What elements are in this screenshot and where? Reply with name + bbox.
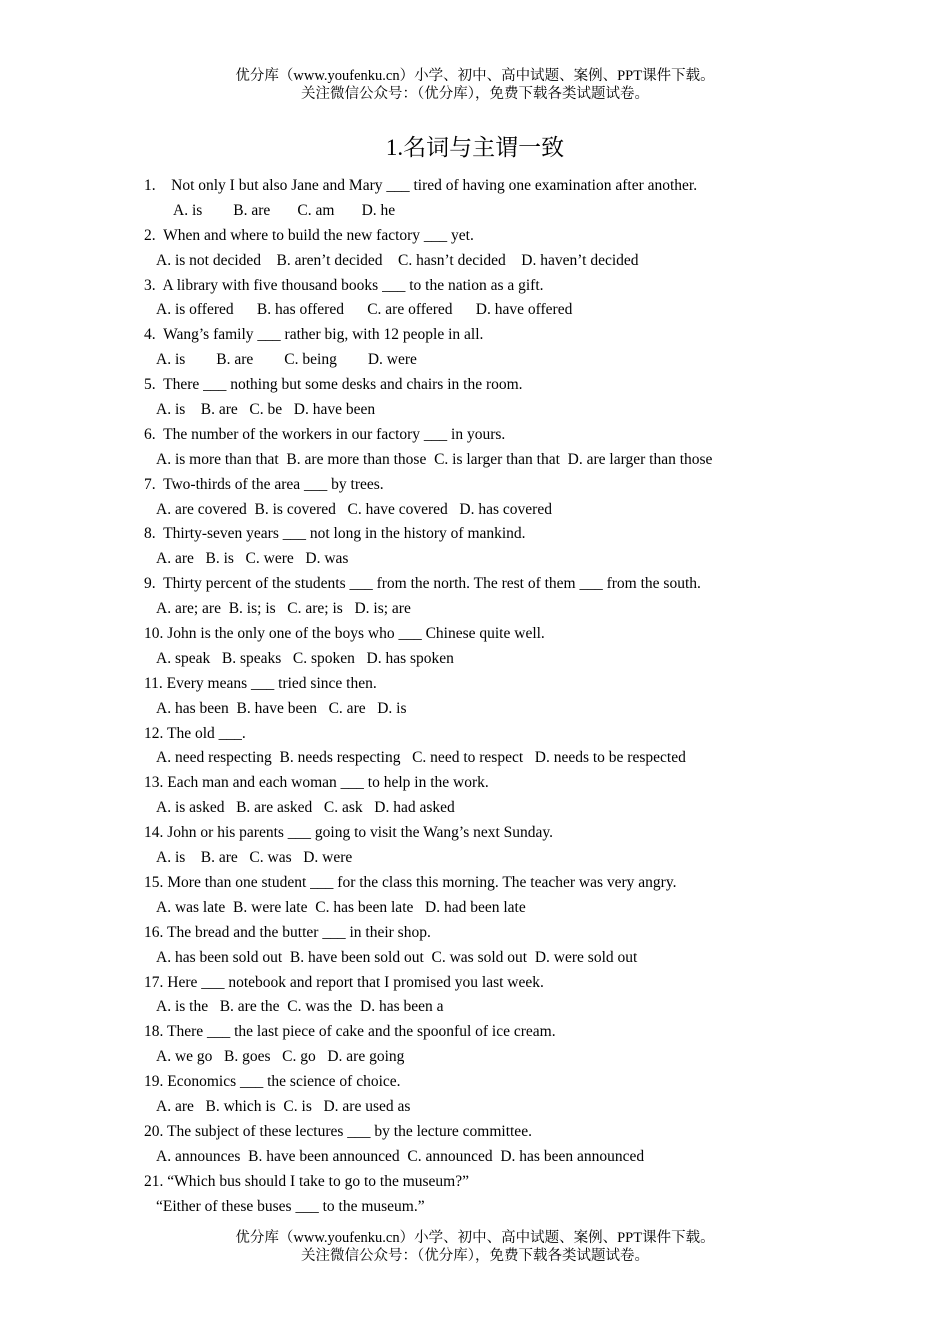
question-3: 3. A library with five thousand books ___ to the nation as a gift. <box>144 276 544 294</box>
question-6-options: A. is more than that B. are more than those C. is larger than that D. are larger than those <box>156 450 713 468</box>
question-14: 14. John or his parents ___ going to visit the Wang’s next Sunday. <box>144 824 554 842</box>
question-1-options: A. is B. are C. am D. he <box>173 201 396 219</box>
question-5-options: A. is B. are C. be D. have been <box>156 401 376 419</box>
question-16: 16. The bread and the butter ___ in their shop. <box>144 923 431 941</box>
question-21: 21. “Which bus should I take to go to the museum?” <box>144 1172 470 1190</box>
question-17: 17. Here ___ notebook and report that I promised you last week. <box>144 973 544 991</box>
question-7: 7. Two-thirds of the area ___ by trees. <box>144 475 384 493</box>
question-19: 19. Economics ___ the science of choice. <box>144 1073 401 1091</box>
question-20-options: A. announces B. have been announced C. announced D. has been announced <box>156 1147 645 1165</box>
question-10-options: A. speak B. speaks C. spoken D. has spoken <box>156 649 454 667</box>
question-13-options: A. is asked B. are asked C. ask D. had asked <box>156 799 455 817</box>
question-2-options: A. is not decided B. aren’t decided C. hasn’t decided D. haven’t decided <box>156 251 639 269</box>
question-3-options: A. is offered B. has offered C. are offered D. have offered <box>156 301 573 319</box>
question-11: 11. Every means ___ tried since then. <box>144 674 377 692</box>
question-21-reply: “Either of these buses ___ to the museum.” <box>156 1197 425 1215</box>
question-16-options: A. has been sold out B. have been sold out C. was sold out D. were sold out <box>156 948 638 966</box>
page-header <box>0 67 950 103</box>
question-9-options: A. are; are B. is; is C. are; is D. is; are <box>156 600 411 618</box>
question-list <box>144 174 804 1219</box>
question-13: 13. Each man and each woman ___ to help in the work. <box>144 774 489 792</box>
question-5: 5. There ___ nothing but some desks and chairs in the room. <box>144 376 523 394</box>
question-17-options: A. is the B. are the C. was the D. has been a <box>156 998 444 1016</box>
question-10: 10. John is the only one of the boys who ___ Chinese quite well. <box>144 625 545 643</box>
page-footer <box>0 1229 950 1265</box>
question-12: 12. The old ___. <box>144 724 246 742</box>
footer-line-2: 关注微信公众号：（优分库），免费下载各类试题试卷。 <box>301 1248 649 1264</box>
question-20: 20. The subject of these lectures ___ by the lecture committee. <box>144 1122 532 1140</box>
question-11-options: A. has been B. have been C. are D. is <box>156 699 407 717</box>
question-18: 18. There ___ the last piece of cake and the spoonful of ice cream. <box>144 1023 556 1041</box>
question-19-options: A. are B. which is C. is D. are used as <box>156 1097 411 1115</box>
question-15-options: A. was late B. were late C. has been late D. had been late <box>156 898 526 916</box>
question-2: 2. When and where to build the new factory ___ yet. <box>144 226 474 244</box>
question-4-options: A. is B. are C. being D. were <box>156 351 417 369</box>
question-12-options: A. need respecting B. needs respecting C. need to respect D. needs to be respected <box>156 749 686 767</box>
question-4: 4. Wang’s family ___ rather big, with 12 people in all. <box>144 326 484 344</box>
question-7-options: A. are covered B. is covered C. have covered D. has covered <box>156 500 552 518</box>
question-18-options: A. we go B. goes C. go D. are going <box>156 1048 405 1066</box>
page-title: 1.名词与主谓一致 <box>385 135 565 160</box>
question-1: 1. Not only I but also Jane and Mary ___ tired of having one examination after another. <box>144 177 698 194</box>
header-line-1: 优分库（www.youfenku.cn）小学、初中、高中试题、案例、PPT课件下载。 <box>235 68 715 84</box>
question-6: 6. The number of the workers in our factory ___ in yours. <box>144 425 506 443</box>
question-9: 9. Thirty percent of the students ___ from the north. The rest of them ___ from the south. <box>144 575 701 593</box>
question-14-options: A. is B. are C. was D. were <box>156 849 353 867</box>
question-15: 15. More than one student ___ for the class this morning. The teacher was very angry. <box>144 873 677 891</box>
header-line-2: 关注微信公众号：（优分库），免费下载各类试题试卷。 <box>301 86 649 102</box>
footer-line-1: 优分库（www.youfenku.cn）小学、初中、高中试题、案例、PPT课件下载。 <box>235 1230 715 1246</box>
question-8: 8. Thirty-seven years ___ not long in the history of mankind. <box>144 525 526 543</box>
question-8-options: A. are B. is C. were D. was <box>156 550 349 568</box>
